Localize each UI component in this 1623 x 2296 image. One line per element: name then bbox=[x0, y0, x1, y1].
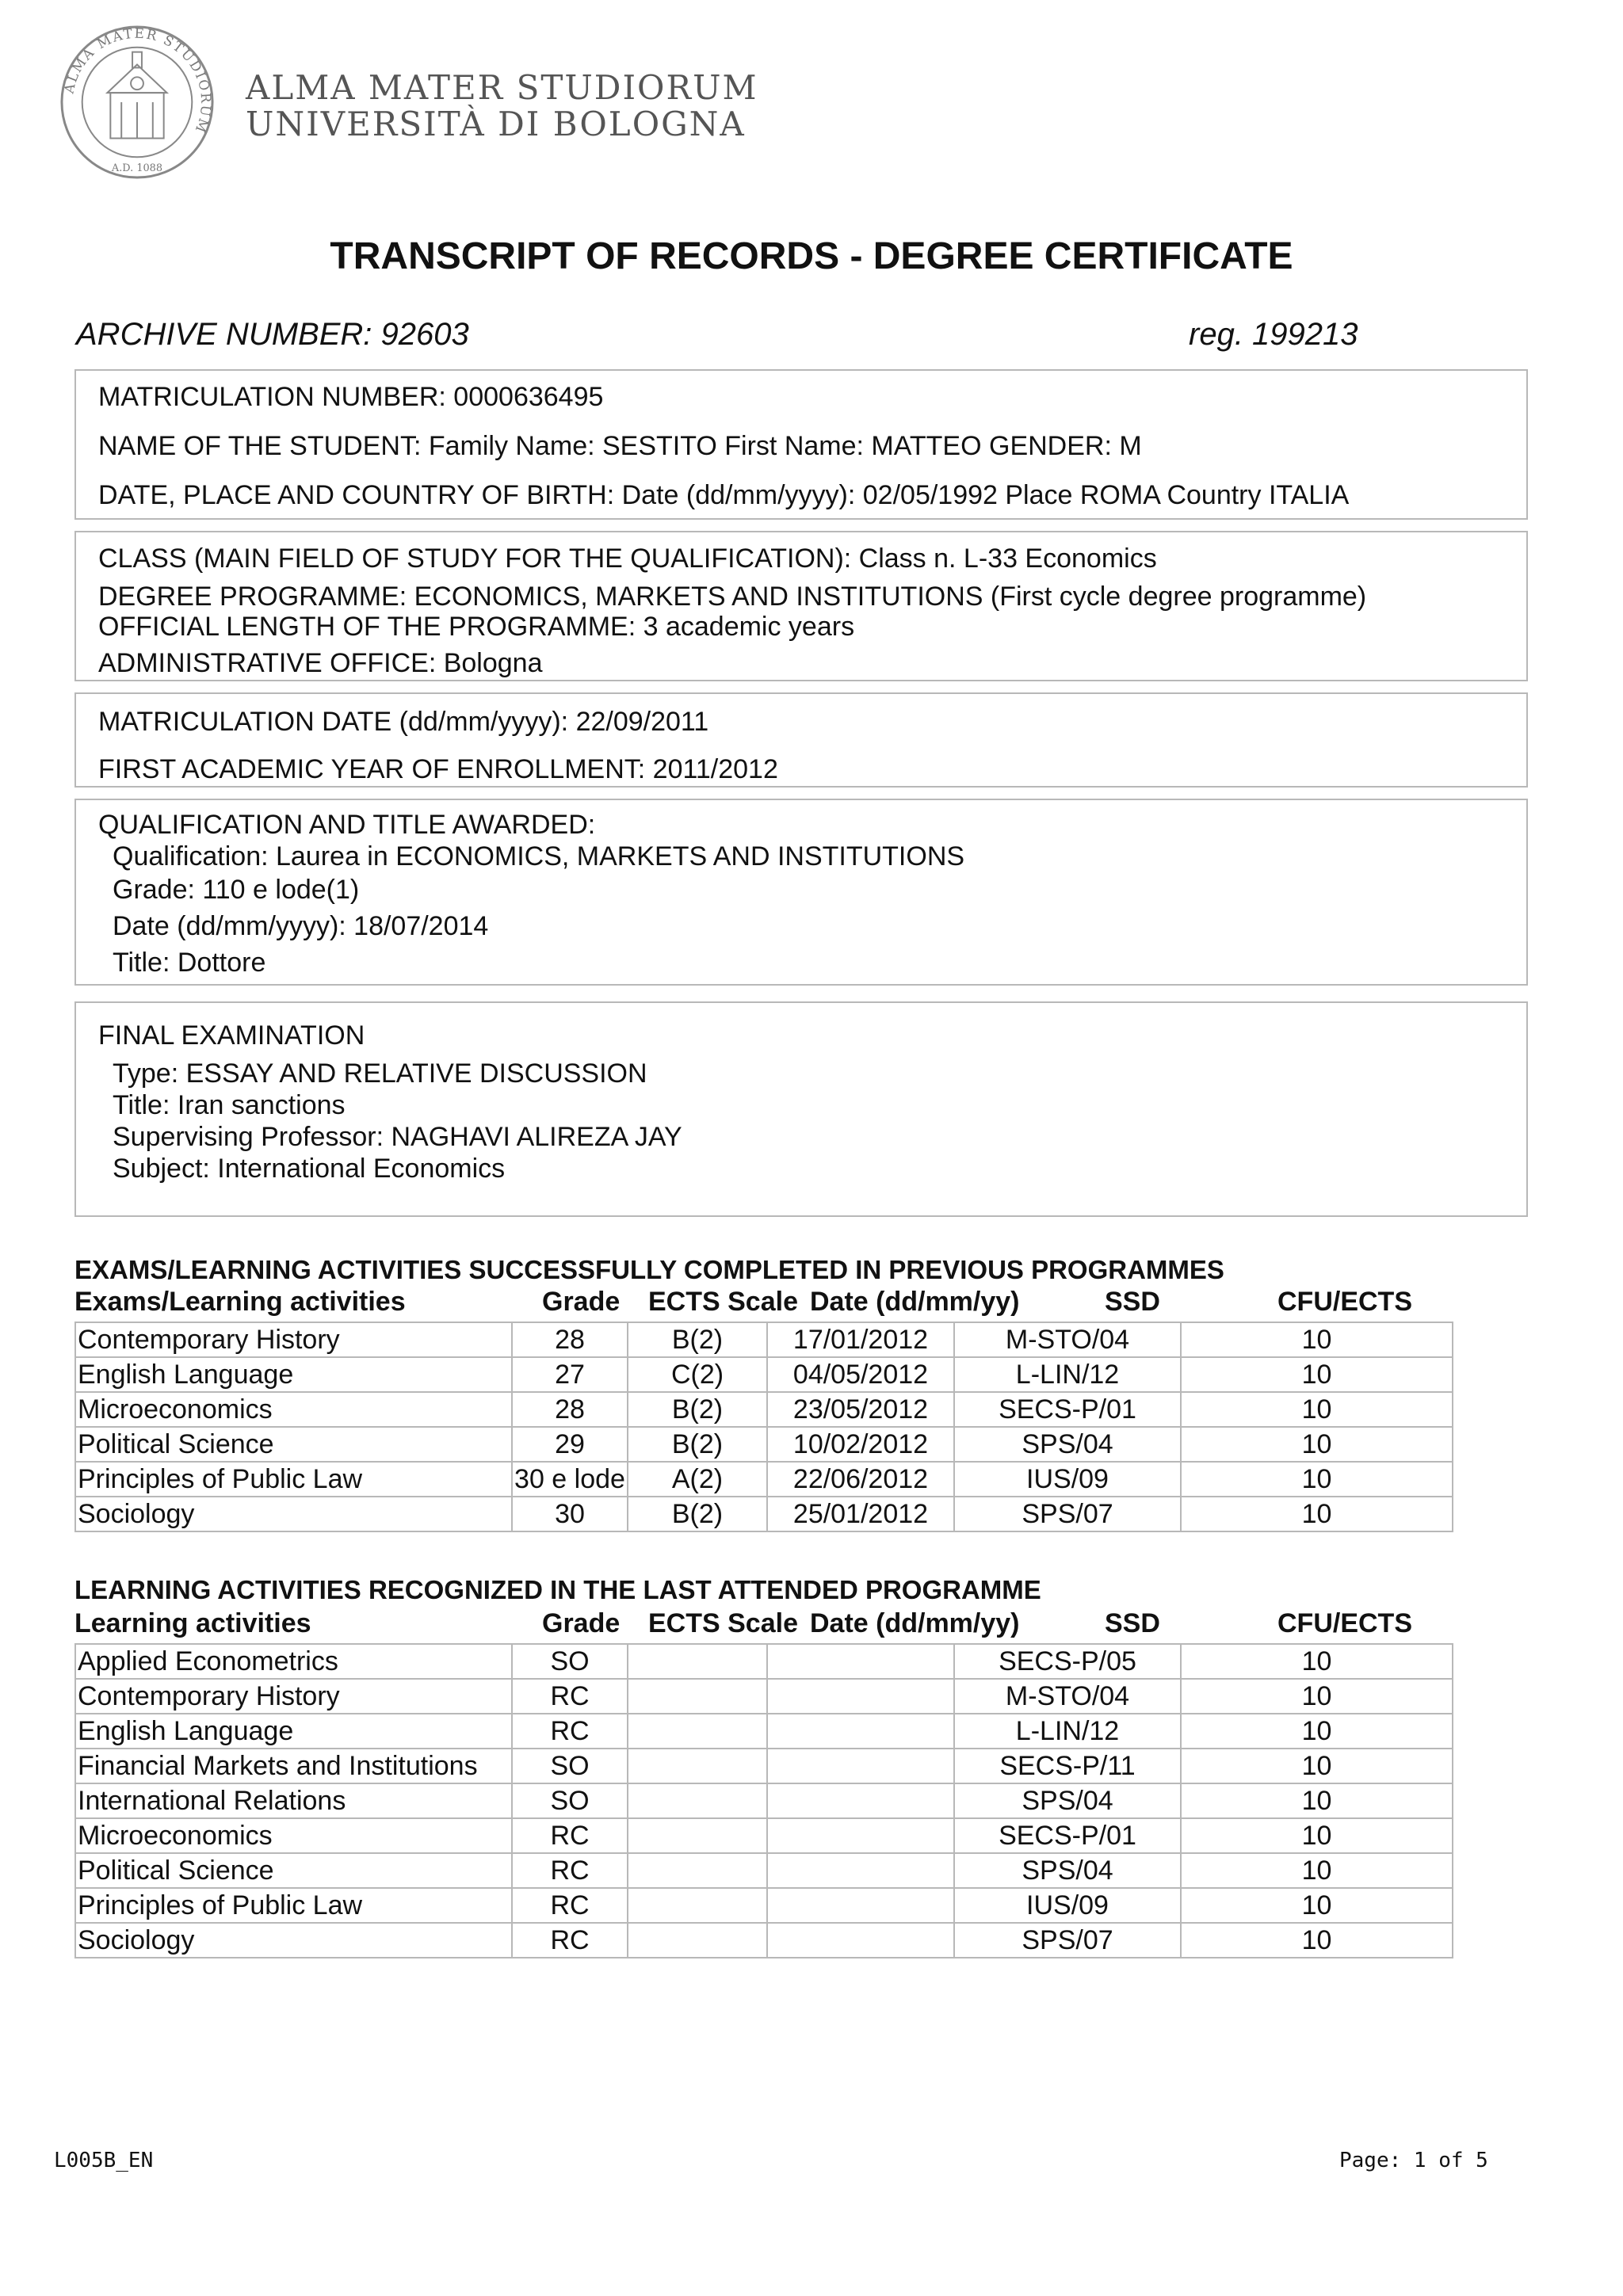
administrative-office: ADMINISTRATIVE OFFICE: Bologna bbox=[98, 648, 543, 678]
cell-date: 04/05/2012 bbox=[767, 1357, 954, 1392]
footer-doc-code: L005B_EN bbox=[54, 2149, 154, 2172]
footer-page-number: Page: 1 of 5 bbox=[1339, 2149, 1488, 2172]
cell-ssd: SPS/07 bbox=[954, 1923, 1181, 1958]
cell-cfu: 10 bbox=[1181, 1783, 1453, 1818]
matriculation-number: MATRICULATION NUMBER: 0000636495 bbox=[98, 382, 604, 412]
cell-activity: Financial Markets and Institutions bbox=[75, 1749, 512, 1783]
cell-grade: 30 bbox=[512, 1497, 628, 1531]
cell-ects bbox=[628, 1853, 767, 1888]
cell-ssd: IUS/09 bbox=[954, 1888, 1181, 1923]
table-row bbox=[75, 1427, 1453, 1462]
col-header-date: Date (dd/mm/yy) bbox=[810, 1608, 1020, 1638]
cell-ects: C(2) bbox=[628, 1357, 767, 1392]
cell-grade: 27 bbox=[512, 1357, 628, 1392]
col-header-activity: Exams/Learning activities bbox=[74, 1287, 406, 1317]
cell-date bbox=[767, 1679, 954, 1714]
cell-ssd: SECS-P/01 bbox=[954, 1818, 1181, 1853]
previous-exams-table bbox=[74, 1322, 1453, 1532]
matriculation-date: MATRICULATION DATE (dd/mm/yyyy): 22/09/2011 bbox=[98, 707, 709, 737]
table-row bbox=[75, 1818, 1453, 1853]
cell-grade: SO bbox=[512, 1644, 628, 1679]
cell-ects: B(2) bbox=[628, 1427, 767, 1462]
cell-ssd: SPS/04 bbox=[954, 1427, 1181, 1462]
final-exam-type: Type: ESSAY AND RELATIVE DISCUSSION bbox=[113, 1058, 647, 1089]
cell-cfu: 10 bbox=[1181, 1322, 1453, 1357]
recognized-header bbox=[74, 1608, 1453, 1642]
col-header-date: Date (dd/mm/yy) bbox=[810, 1287, 1020, 1317]
final-exam-subject: Subject: International Economics bbox=[113, 1154, 506, 1184]
university-seal-logo bbox=[59, 24, 216, 181]
cell-grade: RC bbox=[512, 1818, 628, 1853]
table-row bbox=[75, 1357, 1453, 1392]
cell-grade: 28 bbox=[512, 1322, 628, 1357]
university-name-line1: ALMA MATER STUDIORUM bbox=[246, 68, 758, 107]
cell-ssd: SECS-P/11 bbox=[954, 1749, 1181, 1783]
cell-activity: Contemporary History bbox=[75, 1679, 512, 1714]
cell-cfu: 10 bbox=[1181, 1853, 1453, 1888]
cell-date bbox=[767, 1923, 954, 1958]
cell-activity: Sociology bbox=[75, 1497, 512, 1531]
student-name: NAME OF THE STUDENT: Family Name: SESTITO First Name: MATTEO GENDER: M bbox=[98, 431, 1142, 461]
cell-ects: A(2) bbox=[628, 1462, 767, 1497]
cell-ssd: IUS/09 bbox=[954, 1462, 1181, 1497]
col-header-ssd: SSD bbox=[1105, 1287, 1160, 1317]
col-header-ects: ECTS Scale bbox=[648, 1608, 798, 1638]
qualification-heading: QUALIFICATION AND TITLE AWARDED: bbox=[98, 810, 596, 840]
cell-cfu: 10 bbox=[1181, 1923, 1453, 1958]
recognized-activities-table bbox=[74, 1643, 1453, 1958]
cell-ects bbox=[628, 1714, 767, 1749]
cell-grade: RC bbox=[512, 1888, 628, 1923]
cell-ects bbox=[628, 1818, 767, 1853]
table-row bbox=[75, 1322, 1453, 1357]
university-name-line2: UNIVERSITÀ DI BOLOGNA bbox=[246, 105, 746, 143]
cell-activity: International Relations bbox=[75, 1783, 512, 1818]
cell-activity: English Language bbox=[75, 1357, 512, 1392]
col-header-ssd: SSD bbox=[1105, 1608, 1160, 1638]
cell-date: 22/06/2012 bbox=[767, 1462, 954, 1497]
table-row bbox=[75, 1783, 1453, 1818]
final-exam-title: Title: Iran sanctions bbox=[113, 1090, 346, 1120]
cell-ects bbox=[628, 1888, 767, 1923]
cell-date bbox=[767, 1783, 954, 1818]
col-header-activity: Learning activities bbox=[74, 1608, 311, 1638]
cell-ssd: SPS/04 bbox=[954, 1853, 1181, 1888]
cell-ects bbox=[628, 1749, 767, 1783]
cell-grade: 29 bbox=[512, 1427, 628, 1462]
seal-ring-text: ALMA MATER STUDIORUM bbox=[60, 25, 215, 136]
cell-ssd: SPS/04 bbox=[954, 1783, 1181, 1818]
cell-grade: SO bbox=[512, 1749, 628, 1783]
col-header-cfu: CFU/ECTS bbox=[1277, 1608, 1412, 1638]
cell-cfu: 10 bbox=[1181, 1818, 1453, 1853]
col-header-ects: ECTS Scale bbox=[648, 1287, 798, 1317]
col-header-cfu: CFU/ECTS bbox=[1277, 1287, 1412, 1317]
cell-ects: B(2) bbox=[628, 1322, 767, 1357]
cell-grade: 28 bbox=[512, 1392, 628, 1427]
first-academic-year: FIRST ACADEMIC YEAR OF ENROLLMENT: 2011/2012 bbox=[98, 754, 778, 784]
cell-grade: RC bbox=[512, 1714, 628, 1749]
document-title: TRANSCRIPT OF RECORDS - DEGREE CERTIFICATE bbox=[330, 235, 1293, 277]
cell-ssd: M-STO/04 bbox=[954, 1679, 1181, 1714]
table-row bbox=[75, 1644, 1453, 1679]
cell-activity: Sociology bbox=[75, 1923, 512, 1958]
cell-date: 10/02/2012 bbox=[767, 1427, 954, 1462]
cell-activity: English Language bbox=[75, 1714, 512, 1749]
cell-ects bbox=[628, 1679, 767, 1714]
cell-grade: RC bbox=[512, 1853, 628, 1888]
cell-activity: Political Science bbox=[75, 1853, 512, 1888]
cell-ssd: L-LIN/12 bbox=[954, 1357, 1181, 1392]
cell-ssd: SECS-P/01 bbox=[954, 1392, 1181, 1427]
cell-date bbox=[767, 1853, 954, 1888]
cell-ssd: SPS/07 bbox=[954, 1497, 1181, 1531]
cell-date: 17/01/2012 bbox=[767, 1322, 954, 1357]
cell-cfu: 10 bbox=[1181, 1427, 1453, 1462]
cell-date: 23/05/2012 bbox=[767, 1392, 954, 1427]
seal-year-text: A.D. 1088 bbox=[111, 162, 163, 175]
registration-number: reg. 199213 bbox=[1189, 317, 1358, 352]
table-row bbox=[75, 1749, 1453, 1783]
cell-activity: Political Science bbox=[75, 1427, 512, 1462]
cell-cfu: 10 bbox=[1181, 1357, 1453, 1392]
recognized-section-title: LEARNING ACTIVITIES RECOGNIZED IN THE LAST ATTENDED PROGRAMME bbox=[74, 1575, 1041, 1604]
cell-grade: SO bbox=[512, 1783, 628, 1818]
cell-activity: Applied Econometrics bbox=[75, 1644, 512, 1679]
programme-length: OFFICIAL LENGTH OF THE PROGRAMME: 3 academic years bbox=[98, 612, 855, 642]
cell-activity: Principles of Public Law bbox=[75, 1888, 512, 1923]
qualification-name: Qualification: Laurea in ECONOMICS, MARKETS AND INSTITUTIONS bbox=[113, 841, 965, 871]
previous-exams-header bbox=[74, 1287, 1453, 1320]
cell-activity: Principles of Public Law bbox=[75, 1462, 512, 1497]
qualification-title: Title: Dottore bbox=[113, 948, 266, 978]
table-row bbox=[75, 1714, 1453, 1749]
previous-exams-section-title: EXAMS/LEARNING ACTIVITIES SUCCESSFULLY COMPLETED IN PREVIOUS PROGRAMMES bbox=[74, 1255, 1224, 1284]
table-row bbox=[75, 1853, 1453, 1888]
cell-cfu: 10 bbox=[1181, 1462, 1453, 1497]
cell-cfu: 10 bbox=[1181, 1497, 1453, 1531]
col-header-grade: Grade bbox=[542, 1608, 621, 1638]
cell-date bbox=[767, 1888, 954, 1923]
cell-ects bbox=[628, 1783, 767, 1818]
cell-date bbox=[767, 1644, 954, 1679]
class-field: CLASS (MAIN FIELD OF STUDY FOR THE QUALIFICATION): Class n. L-33 Economics bbox=[98, 543, 1157, 574]
degree-programme: DEGREE PROGRAMME: ECONOMICS, MARKETS AND INSTITUTIONS (First cycle degree programme) bbox=[98, 582, 1367, 612]
cell-cfu: 10 bbox=[1181, 1714, 1453, 1749]
archive-number: ARCHIVE NUMBER: 92603 bbox=[76, 317, 469, 352]
qualification-grade: Grade: 110 e lode(1) bbox=[113, 875, 360, 905]
cell-ects: B(2) bbox=[628, 1392, 767, 1427]
table-row bbox=[75, 1497, 1453, 1531]
table-row bbox=[75, 1679, 1453, 1714]
cell-cfu: 10 bbox=[1181, 1888, 1453, 1923]
cell-ssd: M-STO/04 bbox=[954, 1322, 1181, 1357]
cell-cfu: 10 bbox=[1181, 1392, 1453, 1427]
cell-ssd: L-LIN/12 bbox=[954, 1714, 1181, 1749]
cell-ects bbox=[628, 1644, 767, 1679]
cell-grade: RC bbox=[512, 1923, 628, 1958]
cell-cfu: 10 bbox=[1181, 1749, 1453, 1783]
cell-activity: Contemporary History bbox=[75, 1322, 512, 1357]
cell-ects: B(2) bbox=[628, 1497, 767, 1531]
table-row bbox=[75, 1888, 1453, 1923]
cell-activity: Microeconomics bbox=[75, 1818, 512, 1853]
table-row bbox=[75, 1392, 1453, 1427]
table-row bbox=[75, 1462, 1453, 1497]
cell-date: 25/01/2012 bbox=[767, 1497, 954, 1531]
table-row bbox=[75, 1923, 1453, 1958]
student-birth: DATE, PLACE AND COUNTRY OF BIRTH: Date (dd/mm/yyyy): 02/05/1992 Place ROMA Country ITALIA bbox=[98, 480, 1350, 510]
cell-cfu: 10 bbox=[1181, 1679, 1453, 1714]
qualification-date: Date (dd/mm/yyyy): 18/07/2014 bbox=[113, 911, 489, 941]
cell-grade: 30 e lode bbox=[512, 1462, 628, 1497]
col-header-grade: Grade bbox=[542, 1287, 621, 1317]
cell-date bbox=[767, 1714, 954, 1749]
cell-ects bbox=[628, 1923, 767, 1958]
cell-grade: RC bbox=[512, 1679, 628, 1714]
final-exam-supervisor: Supervising Professor: NAGHAVI ALIREZA JAY bbox=[113, 1122, 682, 1152]
cell-date bbox=[767, 1749, 954, 1783]
final-exam-heading: FINAL EXAMINATION bbox=[98, 1020, 365, 1051]
cell-ssd: SECS-P/05 bbox=[954, 1644, 1181, 1679]
cell-cfu: 10 bbox=[1181, 1644, 1453, 1679]
cell-date bbox=[767, 1818, 954, 1853]
cell-activity: Microeconomics bbox=[75, 1392, 512, 1427]
